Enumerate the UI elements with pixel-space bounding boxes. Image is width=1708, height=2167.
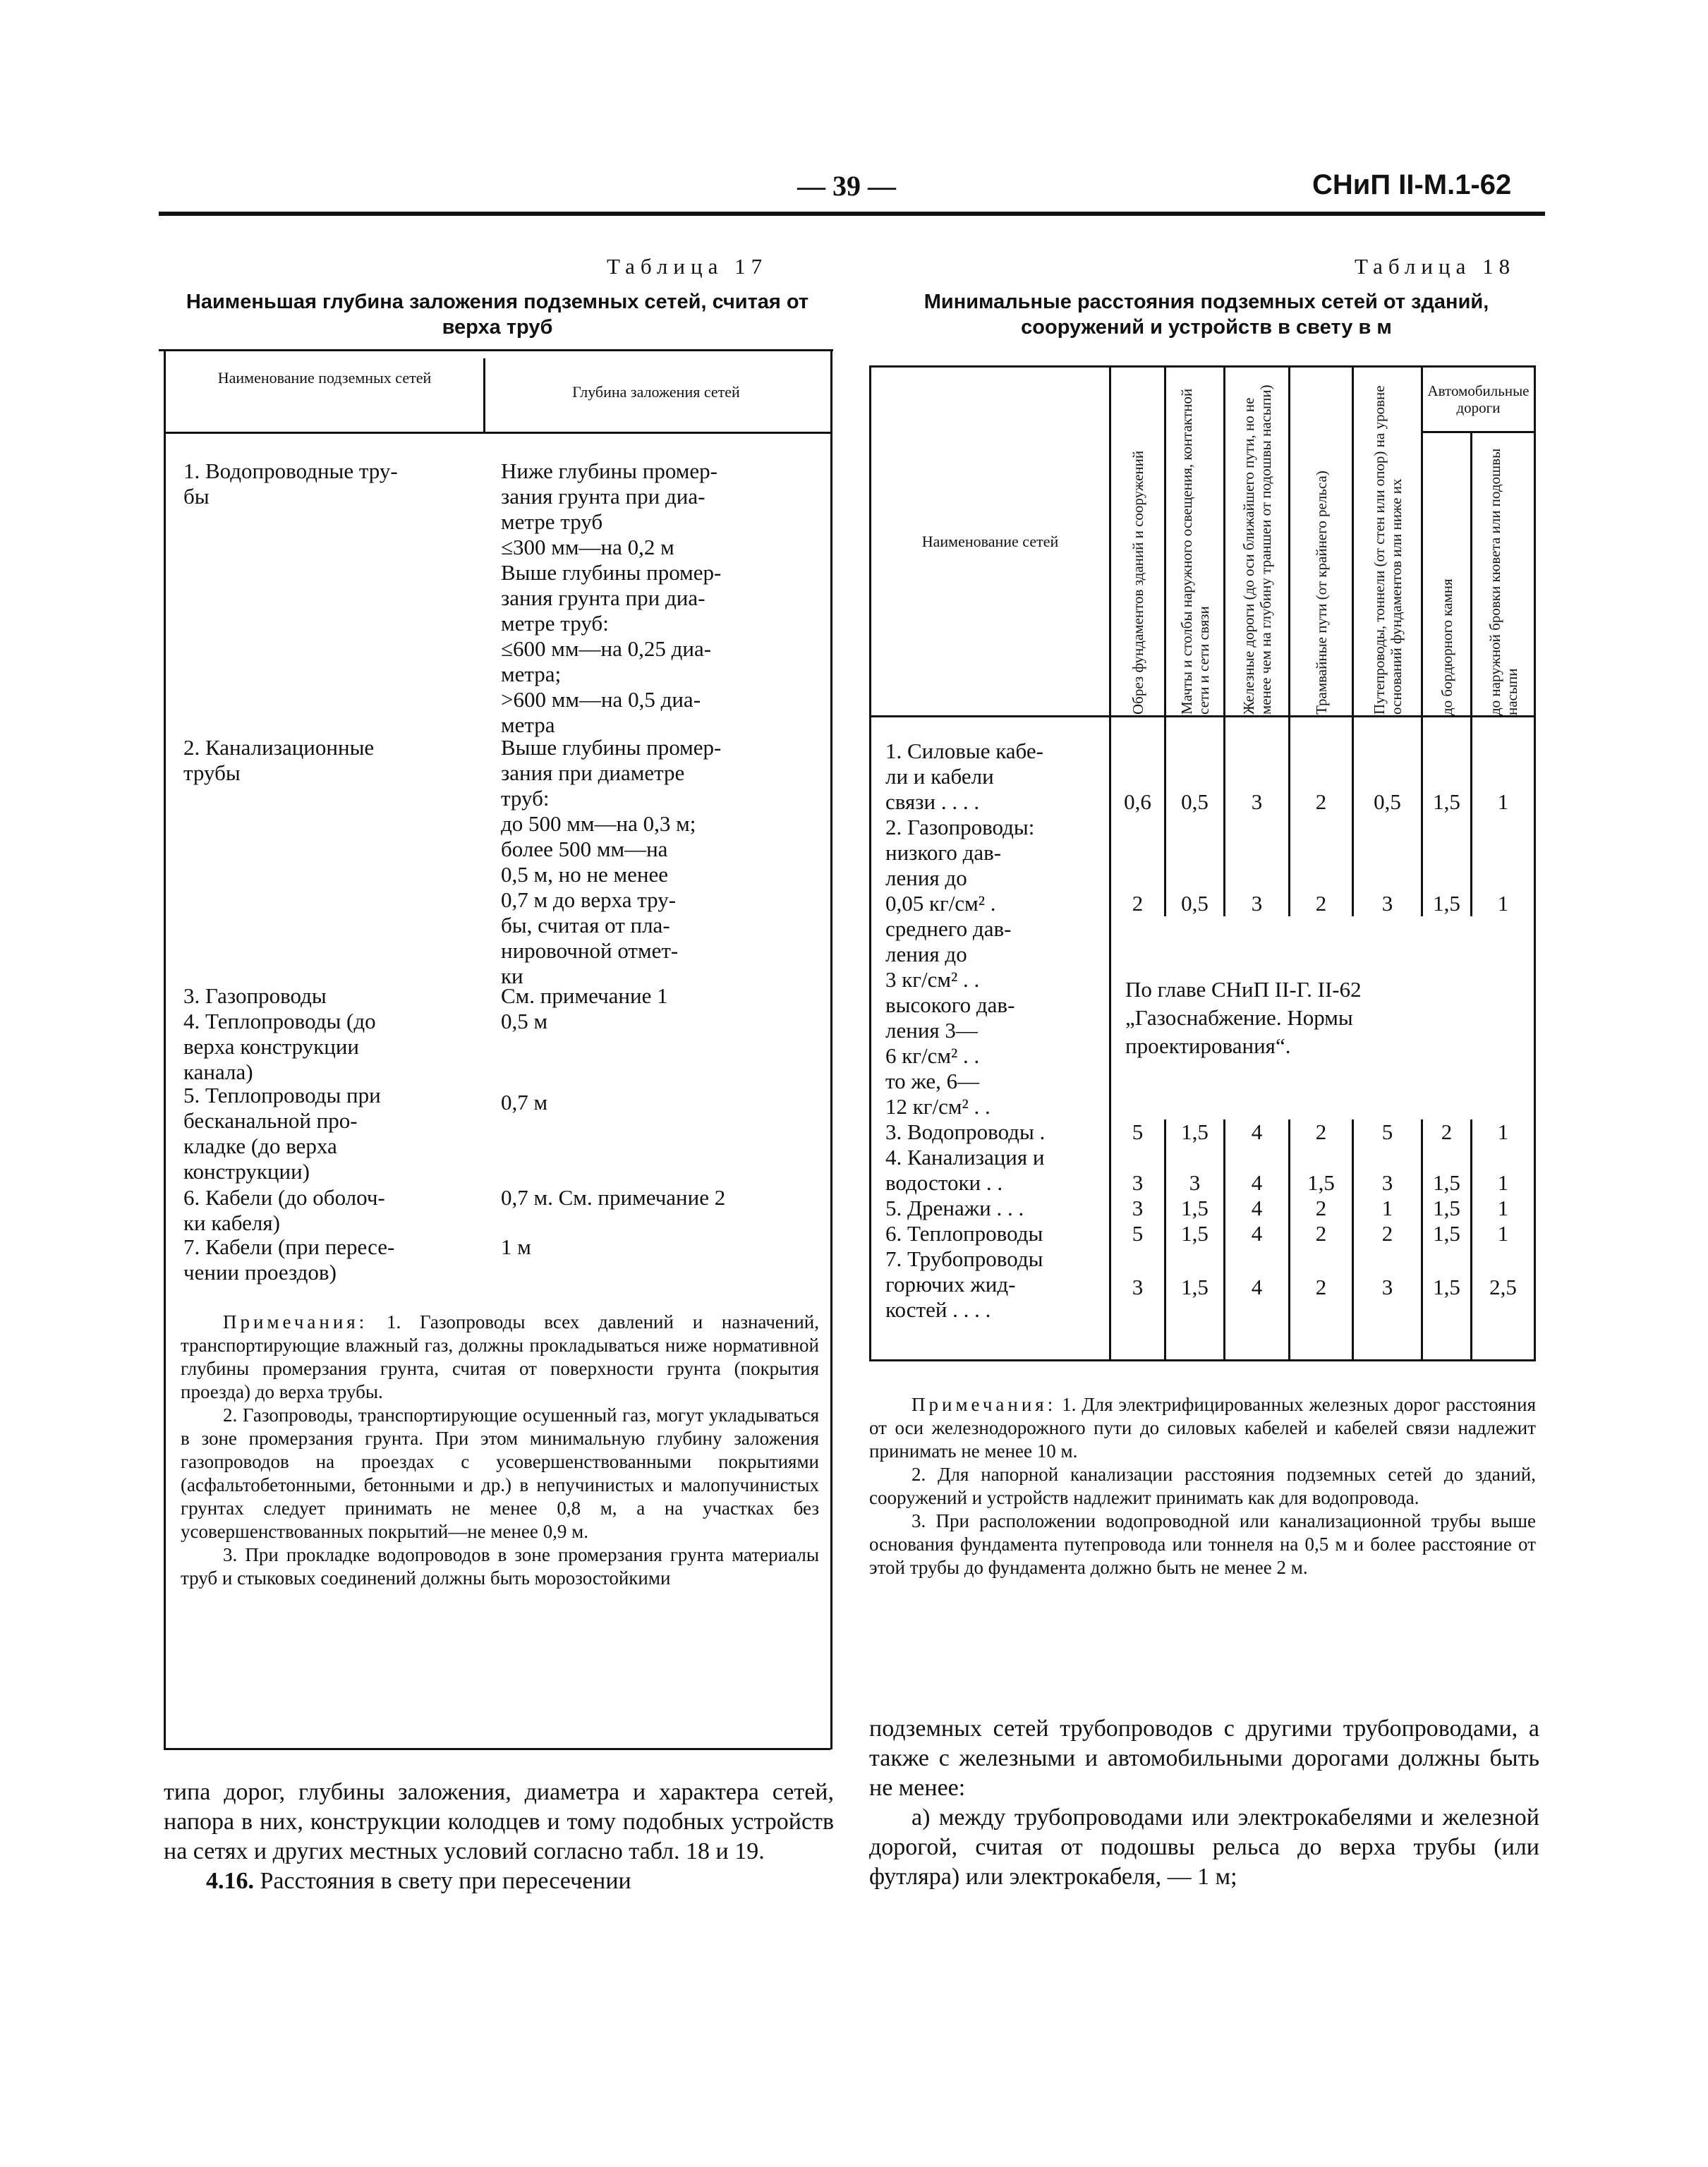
- table17-row-name: 4. Теплопроводы (до верха конструкции канала): [183, 1009, 376, 1084]
- table18-note3: 3. При расположении водопроводной или канализационной трубы выше основания фундамента путепровода или тоннеля на 0,5 м и более расстояние от этой трубы до фундамента должно быть не менее 2 м.: [869, 1510, 1536, 1578]
- table17-header-divider: [483, 358, 485, 432]
- table18-col-header: до бордюрного камня: [1438, 578, 1455, 715]
- table18-cell: 1,5: [1290, 1145, 1353, 1196]
- table18-row-name: 6. Теплопроводы: [871, 1221, 1110, 1246]
- table18-cell: 2: [1290, 1221, 1353, 1246]
- table18-col-name-header: Наименование сетей: [871, 367, 1110, 717]
- table18-cell: 3: [1110, 1145, 1165, 1196]
- table18-cell: 1,5: [1165, 1119, 1225, 1145]
- table18-row: [871, 717, 1535, 815]
- table17-note3: 3. При прокладке водопроводов в зоне промерзания грунта материалы труб и стыковых соединений должны быть морозостойкими: [181, 1544, 819, 1589]
- table17-row-name: 3. Газопроводы: [183, 983, 327, 1008]
- table17-row-depth: 0,5 м: [501, 1009, 548, 1033]
- table18-cell: 3: [1225, 815, 1290, 916]
- table18-cell: 1,5: [1165, 1246, 1225, 1361]
- table18-col-header: Трамвайные пути (от крайнего рельса): [1312, 470, 1330, 715]
- body-right-paragraph: подземных сетей трубопроводов с другими трубопроводами, а также с железными и автомобильными дорогами должны быть не менее:: [869, 1716, 1539, 1801]
- table18-cell: 2: [1290, 1246, 1353, 1361]
- table18-caption: Таблица 18: [1355, 254, 1516, 279]
- table18-cell: 4: [1225, 1145, 1290, 1196]
- table17-title: Наименьшая глубина заложения подземных сетей, считая от верха труб: [186, 291, 809, 339]
- table18-row: [871, 815, 1535, 916]
- table18-row-name: 7. Трубопроводы горючих жид- костей . . . .: [871, 1246, 1110, 1361]
- table18-col-header: Мачты и столбы наружного освещения, контактной сети и сети связи: [1177, 388, 1212, 715]
- table18-row-name: 3. Водопроводы .: [871, 1119, 1110, 1145]
- table18-row: [871, 1246, 1535, 1361]
- table18-cell: 0,5: [1353, 717, 1422, 815]
- body-right-paragraph-2: а) между трубопроводами или электрокабелями и железной дорогой, считая от подошвы рельса до верха трубы (или футляра) или электрокабеля, — 1 м;: [869, 1804, 1539, 1890]
- table18-cell: 1,5: [1422, 1221, 1472, 1246]
- table18-row: [871, 1119, 1535, 1145]
- table18-cell: 2: [1290, 717, 1353, 815]
- document-code: СНиП II-M.1-62: [1312, 169, 1512, 200]
- table18-cell: 1,5: [1422, 1196, 1472, 1221]
- table18-row: [871, 916, 1535, 1119]
- table18-cell: 0,5: [1165, 815, 1225, 916]
- table18-cell: 2: [1110, 815, 1165, 916]
- table17-caption: Таблица 17: [607, 254, 768, 279]
- table18-cell: 4: [1225, 1246, 1290, 1361]
- table18-col-header: Путепроводы, тоннели (от стен или опор) на уровне оснований фундаментов или ниже их: [1370, 385, 1405, 715]
- table18-cell: 5: [1110, 1119, 1165, 1145]
- table18-cell: 3: [1110, 1246, 1165, 1361]
- table18-group-header: Автомобильные дороги: [1422, 367, 1535, 432]
- table18-cell: 4: [1225, 1196, 1290, 1221]
- table17-col1-header: Наименование подземных сетей: [217, 369, 432, 387]
- table17-row-depth: Выше глубины промер- зания при диаметре труб: до 500 мм—на 0,3 м; более 500 мм—на 0,5 м, но не менее 0,7 м до верха тру- бы, считая от пла- нировочной отмет- ки: [501, 735, 722, 988]
- table17-row-name: 5. Теплопроводы при бесканальной про- кладке (до верха конструкции): [183, 1083, 381, 1184]
- table18-cell: 2,5: [1472, 1246, 1535, 1361]
- body-left: [164, 1778, 834, 1896]
- header-rule: [159, 212, 1545, 216]
- table18-cell: 0,6: [1110, 717, 1165, 815]
- table18-cell: 1: [1472, 815, 1535, 916]
- table18-cell: 1,5: [1422, 1145, 1472, 1196]
- table18-cell: 1: [1472, 1145, 1535, 1196]
- table18-cell: 4: [1225, 1119, 1290, 1145]
- table18-note2: 2. Для напорной канализации расстояния подземных сетей до зданий, сооружений и устройств надлежит принимать как для водопровода.: [869, 1464, 1536, 1508]
- body-right: [869, 1714, 1539, 1892]
- table17-col2-header: Глубина заложения сетей: [572, 383, 740, 401]
- table18-row-name: 2. Газопроводы: низкого дав- ления до 0,05 кг/см² .: [871, 815, 1110, 916]
- table18-span-note: По главе СНиП II-Г. II-62 „Газоснабжение. Нормы проектирования“.: [1110, 916, 1535, 1119]
- table17-notes: [181, 1311, 819, 1590]
- table18-notes-label: Примечания:: [911, 1394, 1057, 1415]
- table18-cell: 3: [1110, 1196, 1165, 1221]
- table17-bottom-rule: [164, 1748, 830, 1750]
- body-left-paragraph: типа дорог, глубины заложения, диаметра и характера сетей, напора в них, конструкции колодцев и тому подобных устройств на сетях и других местных условий согласно табл. 18 и 19.: [164, 1779, 834, 1864]
- table18-cell: 3: [1353, 1145, 1422, 1196]
- table18-cell: 1: [1353, 1196, 1422, 1221]
- table17-row-name: 2. Канализационные трубы: [183, 735, 375, 785]
- table18-note1: 1. Для электрифицированных железных дорог расстояния от оси железнодорожного пути до силовых кабелей и кабелей связи надлежит принимать не менее 10 м.: [869, 1394, 1536, 1462]
- table18-row: [871, 1196, 1535, 1221]
- table18-cell: 3: [1353, 1246, 1422, 1361]
- clause-number: 4.16.: [206, 1868, 254, 1894]
- table18-cell: 0,5: [1165, 717, 1225, 815]
- table18-cell: 2: [1290, 1119, 1353, 1145]
- table18-cell: 2: [1290, 1196, 1353, 1221]
- table18-row-name: 5. Дренажи . . .: [871, 1196, 1110, 1221]
- table17-row-depth: 0,7 м. См. примечание 2: [501, 1185, 726, 1210]
- table17-row-depth: 1 м: [501, 1234, 531, 1259]
- table18-cell: 3: [1353, 815, 1422, 916]
- table18: [869, 365, 1536, 1361]
- table17-row-depth: См. примечание 1: [501, 983, 668, 1008]
- table18-notes: [869, 1393, 1536, 1579]
- table18-cell: 2: [1422, 1119, 1472, 1145]
- table17-header-rule: [164, 432, 830, 434]
- table18-cell: 2: [1290, 815, 1353, 916]
- table18-cell: 2: [1353, 1221, 1422, 1246]
- page-number: — 39 —: [797, 170, 896, 202]
- body-left-paragraph-2: Расстояния в свету при пересечении: [260, 1868, 631, 1894]
- table17-row-name: 7. Кабели (при пересе- чении проездов): [183, 1234, 395, 1285]
- table18-cell: 1,5: [1165, 1196, 1225, 1221]
- table17-row-depth: 0,7 м: [501, 1090, 548, 1115]
- table18-cell: 1: [1472, 717, 1535, 815]
- table18-cell: 1,5: [1165, 1221, 1225, 1246]
- table18-cell: 1: [1472, 1221, 1535, 1246]
- table18-cell: 1: [1472, 1196, 1535, 1221]
- table18-row-name: среднего дав- ления до 3 кг/см² . . высокого дав- ления 3— 6 кг/см² . . то же, 6— 12 кг/см² . .: [871, 916, 1110, 1119]
- table18-cell: 5: [1353, 1119, 1422, 1145]
- table18-cell: 1,5: [1422, 815, 1472, 916]
- table17-note1: 1. Газопроводы всех давлений и назначений, транспортирующие влажный газ, должны прокладываться ниже нормативной глубины промерзания грунта, считая от поверхности грунта (покрытия проезда) до верха трубы.: [181, 1311, 819, 1402]
- table18-row: [871, 1221, 1535, 1246]
- table18-cell: 1,5: [1422, 1246, 1472, 1361]
- table18-cell: 3: [1165, 1145, 1225, 1196]
- table18-col-header: Железные дороги (до оси ближайшего пути, но не менее чем на глубину траншеи от подошвы насыпи): [1240, 384, 1274, 715]
- table18-cell: 4: [1225, 1221, 1290, 1246]
- table18-row-name: 4. Канализация и водостоки . .: [871, 1145, 1110, 1196]
- table17-note2: 2. Газопроводы, транспортирующие осушенный газ, могут укладываться в зоне промерзания грунта. При этом минимальную глубину заложения газопроводов на проездах с усовершенствованными покрытиями (асфальтобетонными, бетонными и др.) в непучинистых и малопучинистых грунтах следует принимать не менее 0,8 м, а на участках без усовершенствованных покрытий—не менее 0,9 м.: [181, 1404, 819, 1542]
- table18-cell: 3: [1225, 717, 1290, 815]
- table18-cell: 5: [1110, 1221, 1165, 1246]
- table18-title: Минимальные расстояния подземных сетей от зданий, сооружений и устройств в свету в м: [923, 291, 1489, 339]
- table18-col-header: до наружной бровки кювета или подошвы насыпи: [1486, 448, 1520, 715]
- table18-row: [871, 1145, 1535, 1196]
- table17-notes-label: Примечания:: [223, 1311, 368, 1333]
- table17-row-name: 6. Кабели (до оболоч- ки кабеля): [183, 1185, 385, 1235]
- table17-row-depth: Ниже глубины промер- зания грунта при диа- метре труб ≤300 мм—на 0,2 м Выше глубины промер- зания грунта при диа- метре труб: ≤600 мм—на 0,25 диа- метра; >600 мм—на 0,5 диа- метра: [501, 459, 722, 737]
- table18-row-name: 1. Силовые кабе- ли и кабели связи . . . .: [871, 717, 1110, 815]
- table18-cell: 1: [1472, 1119, 1535, 1145]
- table18-cell: 1,5: [1422, 717, 1472, 815]
- table17-row-name: 1. Водопроводные тру- бы: [183, 459, 398, 509]
- table18-col-header: Обрез фундаментов зданий и сооружений: [1129, 450, 1146, 715]
